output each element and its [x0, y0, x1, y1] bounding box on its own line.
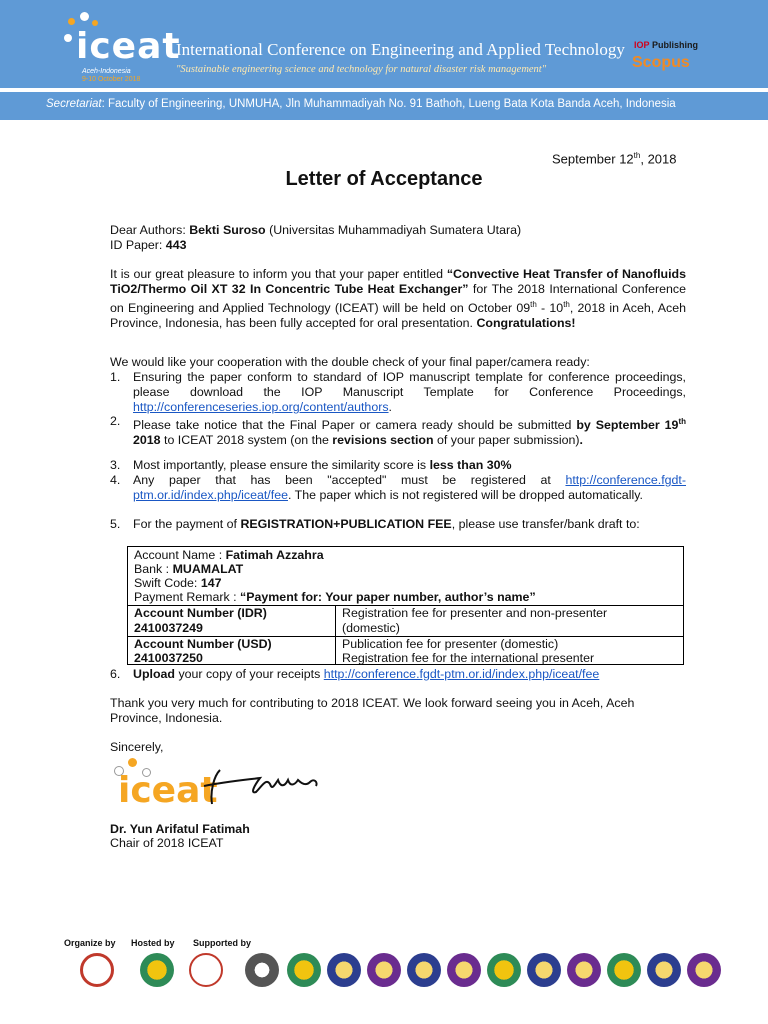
supporter-seal	[567, 953, 601, 987]
item-bold: by September 19	[576, 418, 679, 433]
item-text: For the payment of	[133, 517, 241, 531]
paper-id-line	[110, 238, 186, 253]
item-sup: th	[678, 417, 687, 426]
list-item	[133, 517, 686, 532]
intro-text: - 10	[536, 301, 564, 316]
logo-text: iceat	[76, 26, 181, 67]
usd-description: Publication fee for presenter (domestic)	[342, 637, 559, 651]
page-title: Letter of Acceptance	[285, 168, 483, 190]
account-name-row	[134, 548, 324, 563]
intro-text: for The 2018 International Conference on Engineering and Applied Technology (ICEAT) will be held on October 09	[110, 282, 686, 316]
remark-value: “Payment for: Your paper number, author’s name”	[240, 590, 536, 604]
list-item	[133, 414, 686, 448]
item-text: , please use transfer/bank draft to:	[451, 517, 640, 531]
usd-label: Account Number (USD)	[134, 637, 272, 651]
supporter-seal	[407, 953, 441, 987]
table-column-divider	[335, 606, 336, 664]
supporter-seal	[607, 953, 641, 987]
bank-label: Bank :	[134, 562, 173, 576]
iop-publishing-logo	[634, 40, 698, 50]
bank-details-table	[127, 546, 684, 665]
intro-sup: th	[563, 300, 570, 309]
item-number: 2.	[110, 414, 121, 428]
usd-account-number: 2410037250	[134, 651, 203, 665]
logo-dates: 9-10 October 2018	[82, 76, 141, 83]
bank-value: MUAMALAT	[172, 562, 244, 576]
item-number: 1.	[110, 370, 121, 384]
organize-label: Organize by	[64, 938, 116, 948]
intro-paragraph	[110, 267, 686, 331]
supporter-seal	[447, 953, 481, 987]
author-name: Bekti Suroso	[189, 223, 266, 237]
item-text: Most importantly, please ensure the similarity score is	[133, 458, 430, 472]
secretariat-label: Secretariat	[46, 98, 102, 110]
logo-molecule-dot	[68, 18, 75, 25]
list-item	[133, 458, 686, 473]
fgdt-logo	[80, 953, 114, 987]
signer-name: Dr. Yun Arifatul Fatimah	[110, 822, 250, 836]
swift-value: 147	[200, 576, 222, 590]
iceat-logo	[62, 12, 181, 83]
supporter-seal	[287, 953, 321, 987]
paper-title: “Convective Heat Transfer of Nanofluids TiO2/Thermo Oil XT 32 In Concentric Tube Heat Exchanger”	[110, 267, 686, 296]
item-number: 4.	[110, 473, 121, 487]
supporter-seal	[487, 953, 521, 987]
usd-description: Registration fee for the international presenter	[342, 651, 595, 665]
item-bold: .	[579, 433, 583, 448]
date-year: , 2018	[640, 151, 677, 167]
date-suffix: th	[633, 151, 641, 160]
idr-description: Registration fee for presenter and non-presenter	[342, 606, 608, 620]
swift-row	[134, 576, 222, 591]
intro-text: , 2018 in Aceh, Aceh Province, Indonesia, has been fully accepted for oral presentation.	[110, 301, 686, 331]
thanks-paragraph: Thank you very much for contributing to 2018 ICEAT. We look forward seeing you in Aceh, Aceh Province, Indonesia.	[110, 696, 635, 725]
item-bold: less than 30%	[429, 458, 512, 472]
swift-label: Swift Code:	[134, 576, 201, 590]
upload-receipt-link[interactable]: http://conference.fgdt-ptm.or.id/index.php/iceat/fee	[323, 667, 600, 681]
idr-label: Account Number (IDR)	[134, 606, 267, 620]
item-text: your copy of your receipts	[175, 667, 324, 681]
item-bold: 2018	[133, 433, 161, 448]
remark-row	[134, 590, 536, 605]
supporter-seal	[189, 953, 223, 987]
bank-row	[134, 562, 243, 577]
list-item	[133, 370, 686, 415]
logo-molecule-dot	[64, 34, 72, 42]
letter-date	[552, 151, 677, 166]
date-text: September 12	[552, 151, 634, 167]
intro-sup: th	[530, 300, 537, 309]
closing: Sincerely,	[110, 740, 164, 754]
paper-id-label: ID Paper:	[110, 238, 166, 252]
supporter-seal	[647, 953, 681, 987]
item-text: Any paper that has been "accepted" must be registered at	[133, 473, 566, 487]
secretariat-text: : Faculty of Engineering, UNMUHA, Jln Muhammadiyah No. 91 Bathoh, Lueng Bata Kota Banda Aceh, Indonesia	[101, 98, 676, 110]
signer-role: Chair of 2018 ICEAT	[110, 836, 224, 850]
cooperation-intro: We would like your cooperation with the double check of your final paper/camera ready:	[110, 355, 590, 369]
item-bold: REGISTRATION+PUBLICATION FEE	[240, 517, 452, 531]
logo-location: Aceh-Indonesia	[82, 68, 131, 75]
item-number: 6.	[110, 667, 121, 681]
item-text: of your paper submission)	[433, 433, 580, 448]
stamp-logo-text: iceat	[118, 770, 218, 811]
paper-id-value: 443	[165, 238, 187, 252]
list-item	[133, 473, 686, 503]
secretariat-address	[46, 98, 676, 110]
scopus-logo: Scopus	[632, 54, 690, 71]
item-text: Please take notice that the Final Paper or camera ready should be submitted	[133, 418, 577, 433]
idr-account-number: 2410037249	[134, 621, 203, 635]
idr-description: (domestic)	[342, 621, 400, 635]
item-text: Ensuring the paper conform to standard of IOP manuscript template for conference proceedings, please download the IOP Manuscript Template for Conference Proceedings,	[133, 370, 686, 399]
iop-suffix: Publishing	[649, 40, 699, 50]
item-bold: Upload	[133, 667, 175, 681]
item-number: 5.	[110, 517, 121, 531]
hosted-label: Hosted by	[131, 938, 175, 948]
item-text: . The paper which is not registered will be dropped automatically.	[287, 488, 643, 502]
handwritten-signature	[190, 756, 330, 816]
host-university-seal	[140, 953, 174, 987]
iop-prefix: IOP	[634, 40, 650, 50]
supporter-seal	[527, 953, 561, 987]
authors-line	[110, 223, 521, 238]
congratulations: Congratulations!	[476, 316, 576, 331]
item-bold: revisions section	[332, 433, 434, 448]
account-name-label: Account Name :	[134, 548, 226, 562]
supported-label: Supported by	[193, 938, 251, 948]
item-text: to ICEAT 2018 system (on the	[160, 433, 333, 448]
logo-molecule-dot	[128, 758, 137, 767]
account-name-value: Fatimah Azzahra	[225, 548, 324, 562]
supporter-seal	[687, 953, 721, 987]
list-item	[133, 667, 686, 682]
item-text: .	[388, 400, 392, 414]
iop-template-link[interactable]: http://conferenceseries.iop.org/content/authors	[133, 400, 389, 414]
intro-text: It is our great pleasure to inform you that your paper entitled	[110, 267, 447, 281]
supporter-seal	[327, 953, 361, 987]
authors-label: Dear Authors:	[110, 223, 190, 237]
author-affiliation: (Universitas Muhammadiyah Sumatera Utara)	[265, 223, 522, 237]
supporter-seal	[245, 953, 279, 987]
conference-tagline: "Sustainable engineering science and technology for natural disaster risk management"	[176, 64, 547, 75]
remark-label: Payment Remark :	[134, 590, 241, 604]
conference-title: International Conference on Engineering and Applied Technology	[176, 40, 625, 59]
logo-molecule-dot	[80, 12, 89, 21]
registration-link[interactable]: http://conference.fgdt-ptm.or.id/index.php/iceat/fee	[133, 473, 686, 502]
item-number: 3.	[110, 458, 121, 472]
supporter-seal	[367, 953, 401, 987]
